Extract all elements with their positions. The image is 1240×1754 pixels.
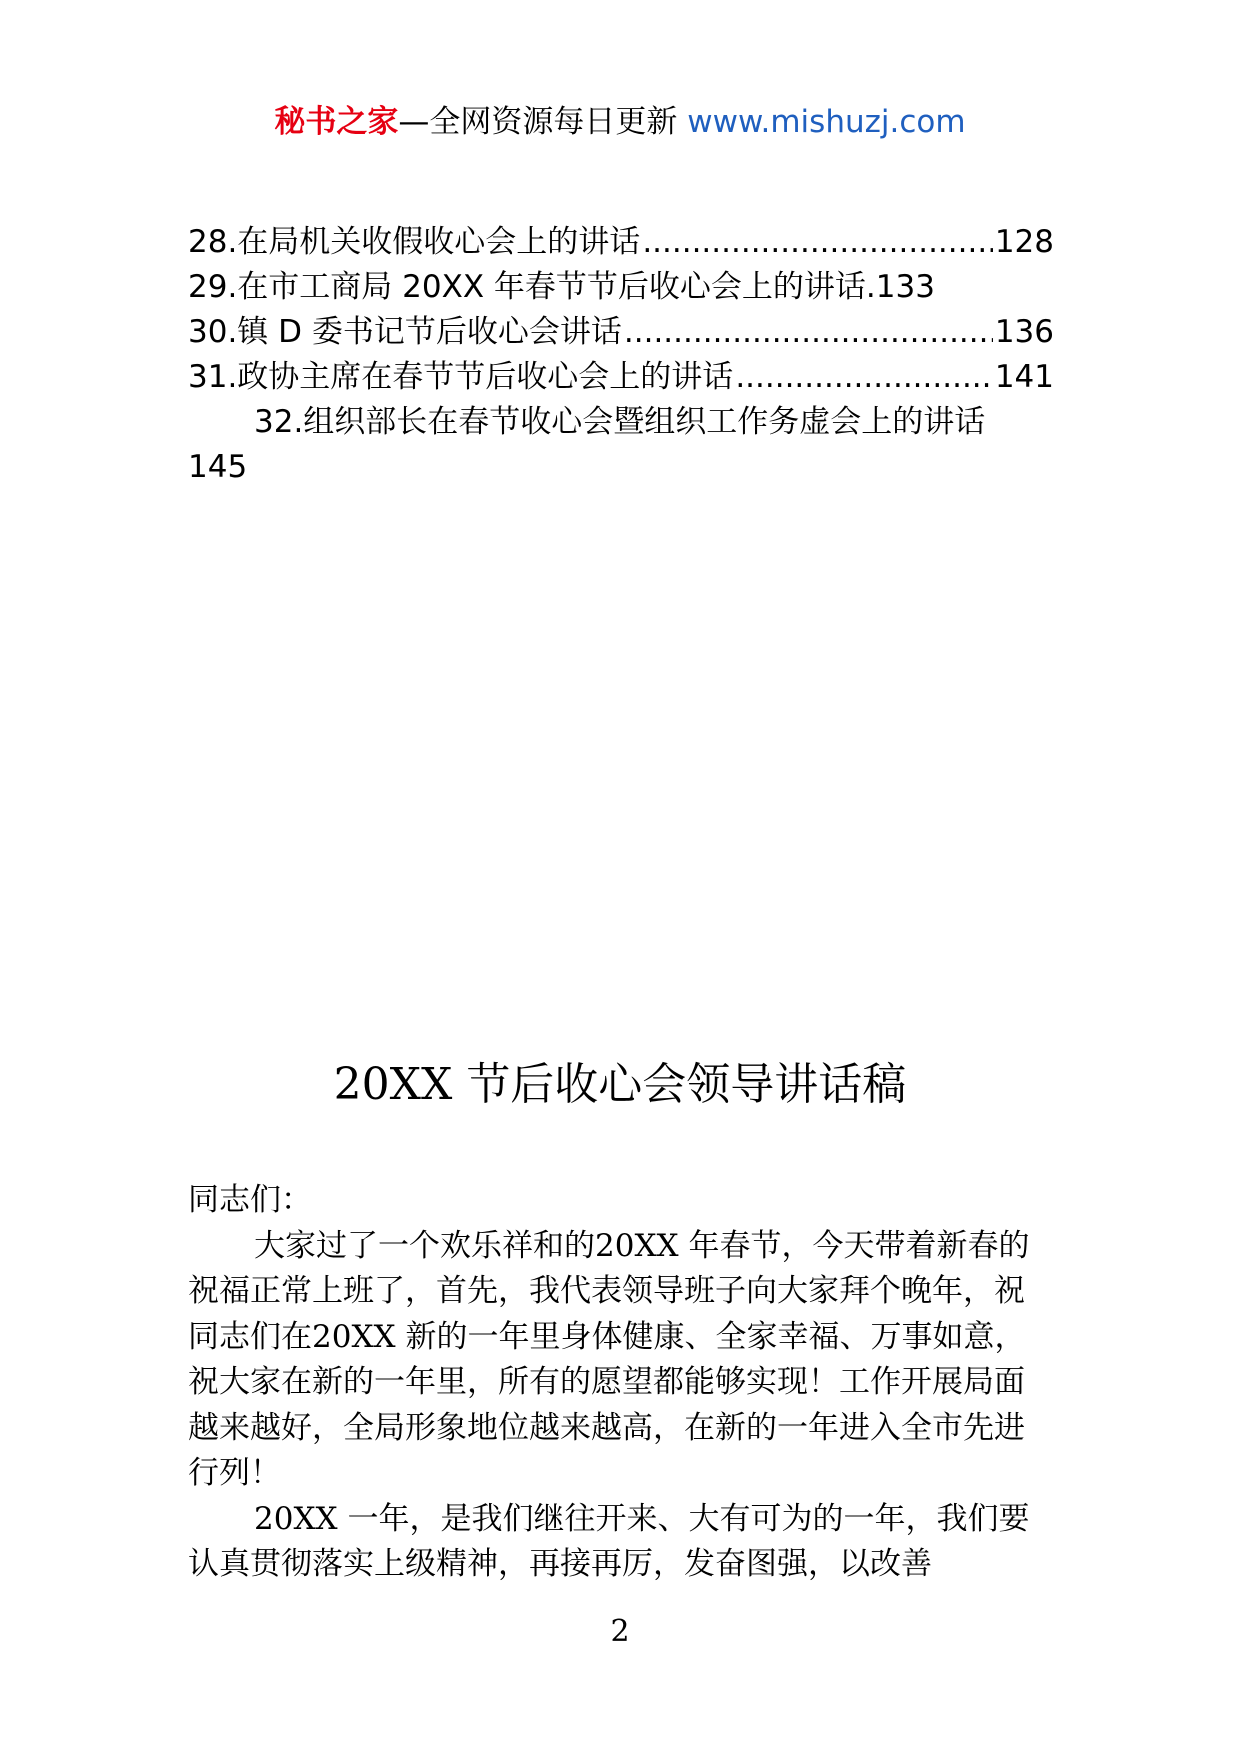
toc-entry-29[interactable] [188, 265, 1054, 310]
site-header [0, 100, 1240, 144]
toc-entry-page: 133 [875, 269, 935, 305]
toc-entry-title: 29.在市工商局 20XX 年春节节后收心会上的讲话. [188, 269, 876, 305]
document-body [188, 1178, 1054, 1588]
toc-entry-title: 32.组织部长在春节收心会暨组织工作务虚会上的讲话 [254, 404, 986, 440]
toc-leader-dots [624, 310, 993, 355]
year-text: 20XX [312, 1318, 396, 1355]
year-text: 20XX [254, 1500, 338, 1537]
salutation: 同志们： [188, 1182, 312, 1218]
toc-entry-28[interactable] [188, 220, 1054, 265]
brand-name: 秘书之家 [274, 104, 399, 140]
paragraph [188, 1224, 1054, 1497]
toc-entry-30[interactable] [188, 310, 1054, 355]
toc-entry-title: 28.在局机关收假收心会上的讲话 [188, 224, 641, 260]
paragraph-text: 一年，是我们继往开来、大有可为的一年，我们要认真贯彻落实上级精神，再接再厉，发奋图强，以改善 [188, 1500, 1030, 1582]
page-number: 2 [610, 1614, 630, 1649]
toc-entry-32[interactable] [188, 400, 1054, 490]
toc-entry-page: 141 [994, 359, 1054, 395]
toc-entry-page: 128 [994, 224, 1054, 260]
paragraph [188, 1497, 1054, 1588]
table-of-contents [188, 220, 1054, 490]
toc-entry-31[interactable] [188, 355, 1054, 400]
toc-entry-page: 136 [994, 314, 1054, 350]
year-text: 20XX [595, 1227, 679, 1264]
document-title [0, 1053, 1240, 1117]
toc-leader-dots [735, 355, 993, 400]
title-year: 20XX [333, 1059, 453, 1110]
toc-leader-dots [642, 220, 993, 265]
header-url[interactable]: www.mishuzj.com [687, 104, 966, 140]
title-text: 节后收心会领导讲话稿 [466, 1059, 907, 1110]
header-tagline: —全网资源每日更新 [398, 104, 678, 140]
paragraph-text: 新的一年里身体健康、全家幸福、万事如意，祝大家在新的一年里，所有的愿望都能够实现！工作开展局面越来越好，全局形象地位越来越高，在新的一年进入全市先进行列！ [188, 1318, 1026, 1491]
toc-entry-page: 145 [188, 449, 248, 485]
paragraph-text: 大家过了一个欢乐祥和的 [254, 1227, 595, 1264]
toc-entry-title: 31.政协主席在春节节后收心会上的讲话 [188, 359, 734, 395]
toc-entry-title: 30.镇 D 委书记节后收心会讲话 [188, 314, 622, 350]
paragraph-text: 年春节，今天带着新春的祝福正常上班了，首先，我代表领导班子向大家拜个晚年，祝同志们在 [188, 1227, 1030, 1355]
